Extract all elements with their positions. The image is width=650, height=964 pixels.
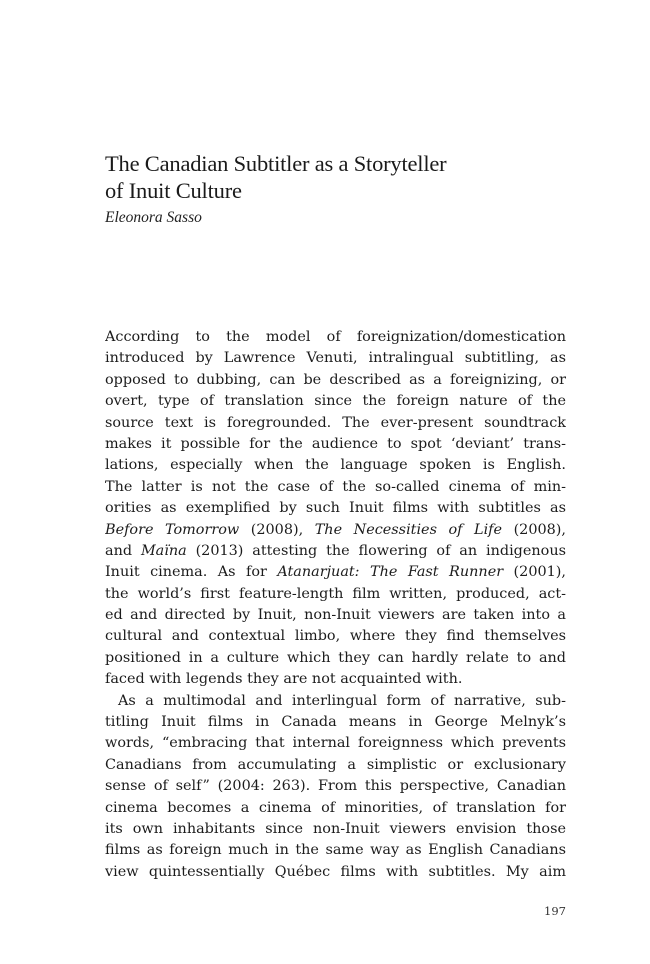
- text-line: orities as exemplified by such Inuit films with subtitles as: [105, 500, 566, 517]
- text-line: overt, type of translation since the foreign nature of the: [105, 393, 566, 410]
- text-line: sense of self” (2004: 263). From this perspective, Canadian: [105, 778, 566, 795]
- chapter-title-line: of Inuit Culture: [105, 178, 242, 203]
- text-line: faced with legends they are not acquainted with.: [105, 671, 463, 688]
- film-title: Maïna: [140, 542, 187, 559]
- chapter-title-line: The Canadian Subtitler as a Storyteller: [105, 151, 447, 176]
- chapter-title: [105, 150, 565, 204]
- text-line: and Maïna (2013) attesting the flowering of an indigenous: [105, 542, 566, 559]
- text-line: its own inhabitants since non-Inuit viewers envision those: [105, 820, 566, 837]
- text-line: cultural and contextual limbo, where they find themselves: [105, 628, 566, 645]
- text-line: Before Tomorrow (2008), The Necessities of Life (2008),: [105, 521, 566, 538]
- author-name: Eleonora Sasso: [105, 209, 202, 226]
- text-line: source text is foregrounded. The ever-present soundtrack: [105, 414, 566, 431]
- text-line: lations, especially when the language spoken is English.: [105, 457, 566, 474]
- text-line: the world’s first feature-length film written, produced, act-: [105, 585, 566, 602]
- text-line: words, “embracing that internal foreignness which prevents: [105, 735, 566, 752]
- text-line: introduced by Lawrence Venuti, intralingual subtitling, as: [105, 350, 566, 367]
- text-line: As a multimodal and interlingual form of narrative, sub-: [118, 692, 566, 709]
- page-number: 197: [544, 904, 566, 918]
- film-title: Atanarjuat: The Fast Runner: [277, 564, 504, 581]
- film-title: Before Tomorrow: [105, 521, 240, 538]
- film-title: The Necessities of Life: [314, 521, 503, 538]
- text-line: cinema becomes a cinema of minorities, of translation for: [105, 799, 566, 816]
- text-line: opposed to dubbing, can be described as a foreignizing, or: [105, 371, 566, 388]
- text-line: view quintessentially Québec films with subtitles. My aim: [105, 863, 566, 880]
- text-line: According to the model of foreignization/domestication: [105, 329, 566, 345]
- text-line: makes it possible for the audience to spot ‘deviant’ trans-: [105, 435, 566, 452]
- text-line: Inuit cinema. As for Atanarjuat: The Fast Runner (2001),: [105, 564, 566, 581]
- text-line: The latter is not the case of the so-called cinema of min-: [105, 478, 566, 495]
- text-line: ed and directed by Inuit, non-Inuit viewers are taken into a: [105, 607, 566, 624]
- text-line: positioned in a culture which they can hardly relate to and: [105, 649, 566, 666]
- body-text: [105, 327, 566, 883]
- text-line: Canadians from accumulating a simplistic or exclusionary: [105, 756, 566, 773]
- text-line: titling Inuit films in Canada means in George Melnyk’s: [105, 714, 566, 731]
- text-line: films as foreign much in the same way as English Canadians: [105, 842, 566, 859]
